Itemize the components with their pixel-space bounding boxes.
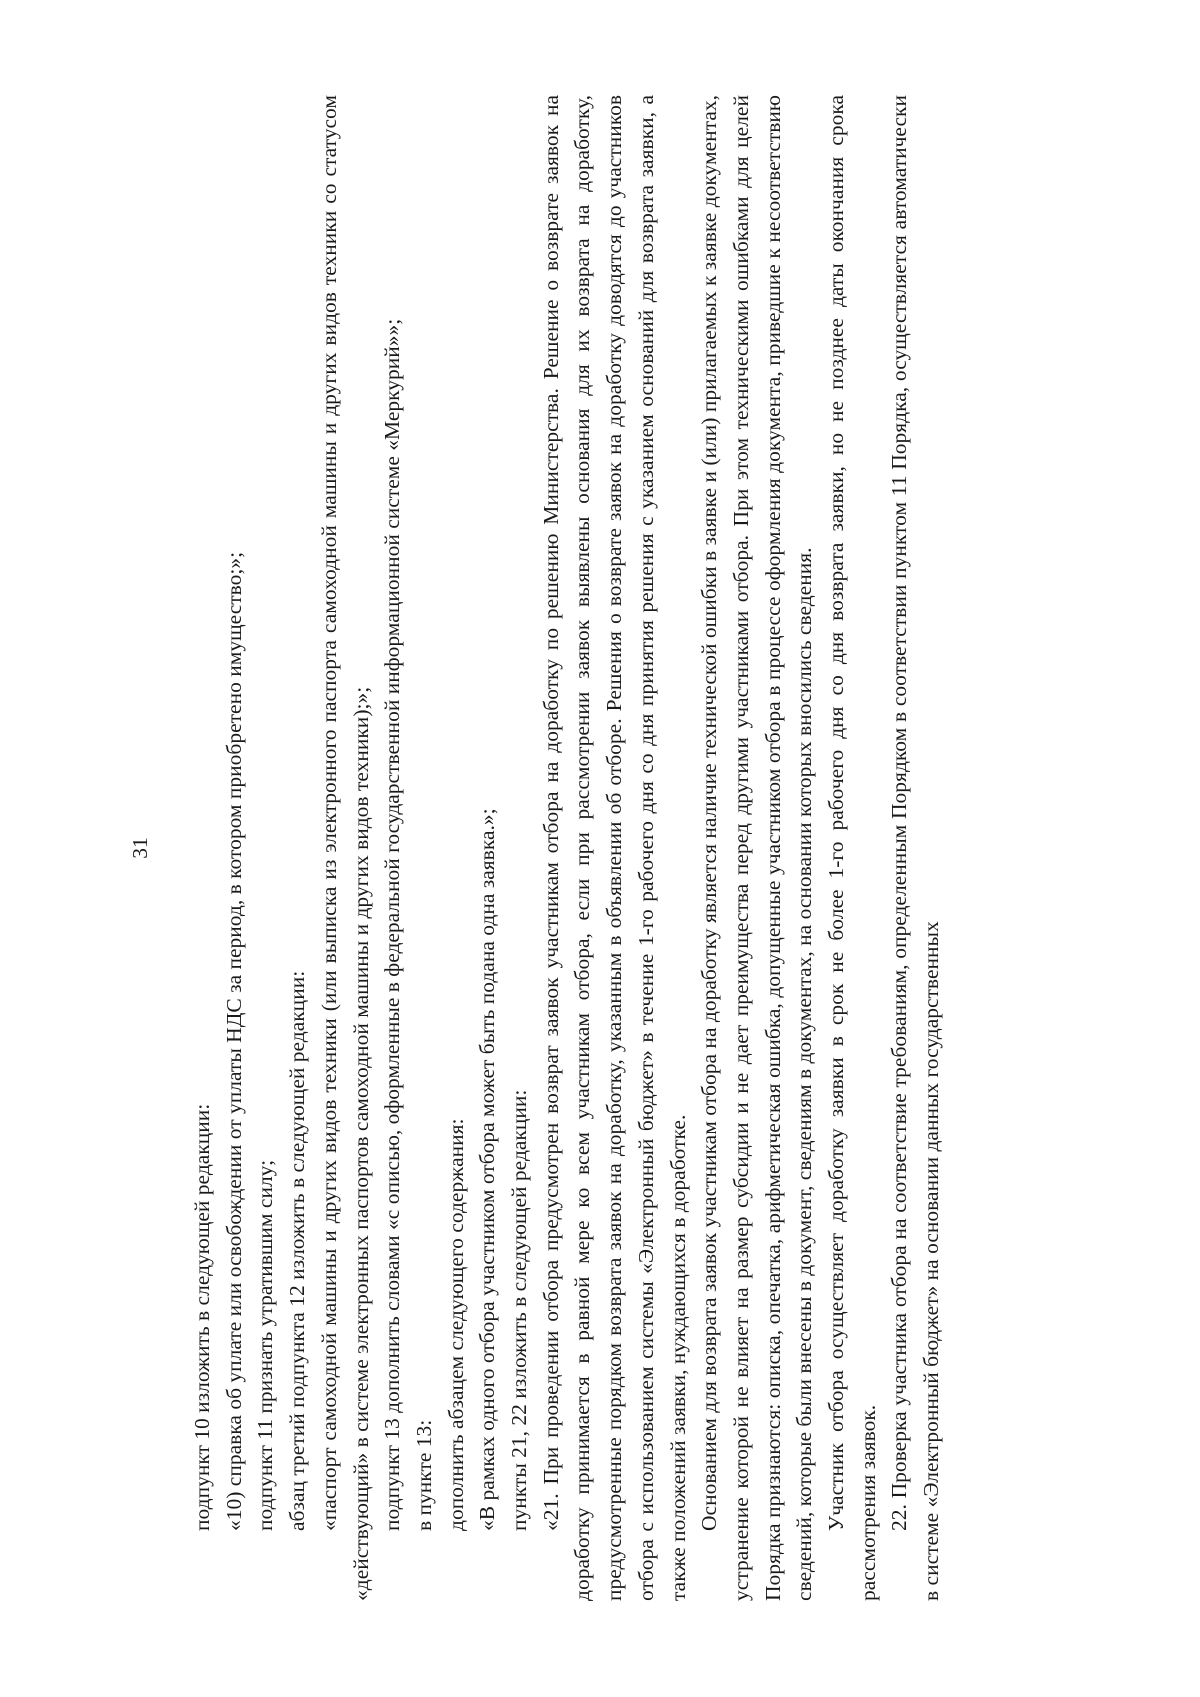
paragraph: абзац третий подпункта 12 изложить в следующей редакции: — [285, 970, 310, 1531]
paragraph: подпункт 10 изложить в следующей редакции: — [190, 1103, 214, 1531]
paragraph: Основанием для возврата заявок участникам отбора на доработку является наличие технической ошибки в заявке и (или) прилагаемых к заявке документах, устранение которой не влияет на размер субсидии и не дает преимущества перед другими участниками отбора. При этом техническими ошибками для целей Порядка признаются: описка, опечатка, арифметическая ошибка, допущенные участником отбора в процессе оформления документа, приведшие к несоответствию сведений, которые были внесены в документ, сведениям в документах, на основании которых вносились сведения. — [697, 95, 817, 1601]
paragraph: дополнить абзацем следующего содержания: — [443, 1118, 468, 1531]
paragraph: «21. При проведении отбора предусмотрен возврат заявок участникам отбора на доработку по решению Министерства. Решение о возврате заявок на доработку принимается в равной мере ко всем участникам отбора, если при рассмотрении заявок выявлены основания для их возврата на доработку, предусмотренные порядком возврата заявок на доработку, указанным в объявлении об отборе. Решения о возврате заявок на доработку доводятся до участников отбора с использованием системы «Электронный бюджет» в течение 1-го рабочего дня со дня принятия решения с указанием оснований для возврата заявки, а также положений заявки, нуждающихся в доработке. — [538, 95, 690, 1601]
paragraph: «паспорт самоходной машины и других видов техники (или выписка из электронного паспорта самоходной машины и других видов техники со статусом «действующий» в системе электронных паспортов самоходной машины и других видов техники);»; — [316, 95, 373, 1601]
document-body — [187, 95, 948, 1601]
paragraph: подпункт 11 признать утратившим силу; — [253, 1159, 278, 1531]
paragraph: 22. Проверка участника отбора на соответствие требованиям, определенным Порядком в соответствии пунктом 11 Порядка, осуществляется автоматически в системе «Электронный бюджет» на основании данных государственных — [887, 95, 944, 1601]
paragraph: в пункте 13: — [411, 1419, 436, 1531]
paragraph: пункты 21, 22 изложить в следующей редакции: — [507, 1089, 532, 1531]
rotated-text-block — [125, 95, 1075, 1601]
paragraph: подпункт 13 дополнить словами «с описью, оформленные в федеральной государственной информационной системе «Меркурий»»; — [380, 318, 405, 1531]
paragraph: «В рамках одного отбора участником отбора может быть подана одна заявка.»; — [475, 808, 500, 1531]
paragraph: «10) справка об уплате или освобождении от уплаты НДС за период, в котором приобретено имущество;»; — [221, 551, 246, 1531]
page-number: 31 — [128, 837, 152, 859]
paragraph: Участник отбора осуществляет доработку заявки в срок не более 1-го рабочего дня со дня возврата заявки, но не позднее даты окончания срока рассмотрения заявок. — [824, 95, 880, 1601]
